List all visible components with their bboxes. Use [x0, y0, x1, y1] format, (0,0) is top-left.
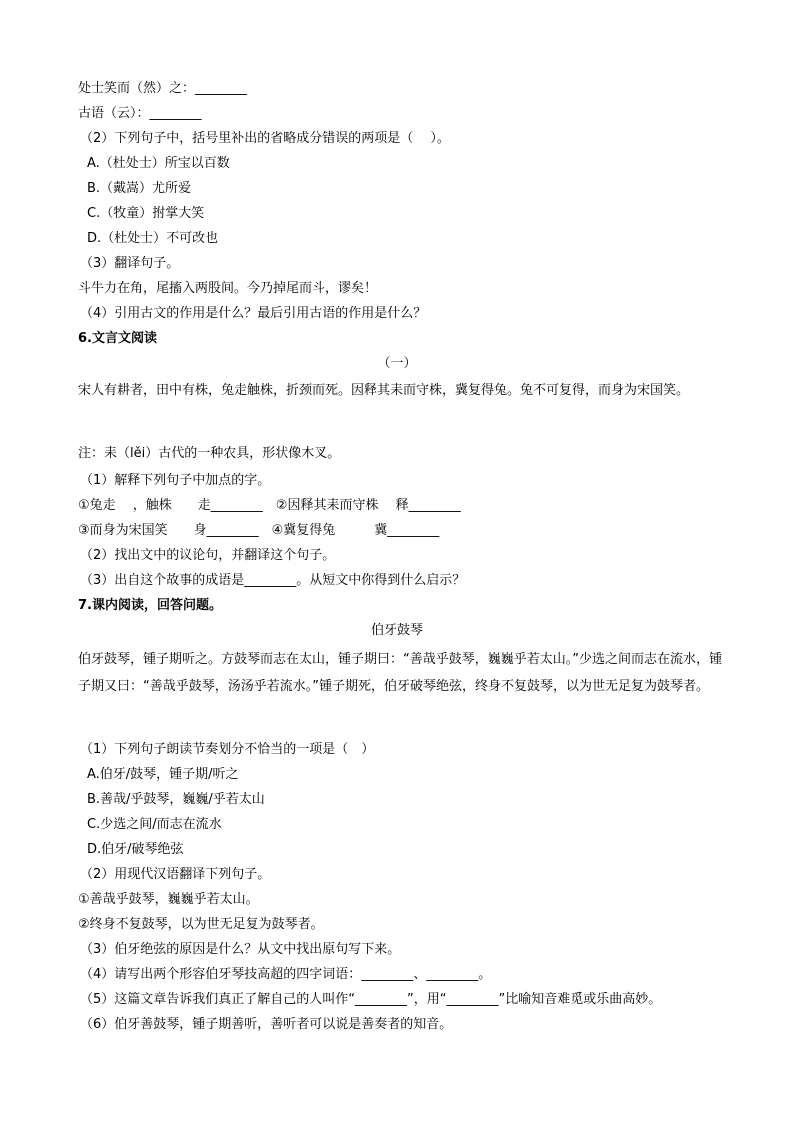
- q6-2: （2）找出文中的议论句，并翻译这个句子。: [80, 548, 336, 563]
- q7-1-option-a: A.伯牙/鼓琴，锺子期/听之: [87, 767, 239, 782]
- answer-line-ran: 处士笑而（然）之：________: [78, 81, 248, 96]
- section-6-heading: 6.文言文阅读: [78, 331, 157, 346]
- passage-boya-title: 伯牙鼓琴: [370, 623, 423, 638]
- passage-1-number: （一）: [377, 356, 417, 371]
- q6-3: （3）出自这个故事的成语是________。从短文中你得到什么启示？: [80, 573, 466, 588]
- q7-2-sentence-1: ①善哉乎鼓琴，巍巍乎若太山。: [78, 892, 259, 907]
- question-4: （4）引用古文的作用是什么？最后引用古语的作用是什么？: [80, 306, 427, 321]
- passage-boya: 伯牙鼓琴，锺子期听之。方鼓琴而志在太山，锺子期曰：“善哉乎鼓琴，巍巍乎若太山。”少选之间而志在流水，锺子期又曰：“善哉乎鼓琴，汤汤乎若流水。”锺子期死，伯牙破琴绝弦，终身不复鼓琴，以为世无足复为鼓琴者。: [78, 652, 722, 694]
- answer-line-yun: 古语（云）：________: [78, 106, 202, 121]
- question-2: （2）下列句子中，括号里补出的省略成分错误的两项是（ ）。: [80, 131, 450, 146]
- translate-sentence: 斗牛力在角，尾搐入两股间。今乃掉尾而斗，谬矣！: [78, 281, 378, 296]
- q7-1-option-b: B.善哉/乎鼓琴，巍巍/乎若太山: [87, 792, 265, 807]
- option-a: A.（杜处士）所宝以百数: [87, 156, 230, 171]
- q7-2: （2）用现代汉语翻译下列句子。: [80, 867, 271, 882]
- q6-1-prompt: （1）解释下列句子中加点的字。: [80, 473, 271, 488]
- q7-6: （6）伯牙善鼓琴，锺子期善听，善听者可以说是善奏者的知音。: [80, 1017, 453, 1032]
- q7-1-option-d: D.伯牙/破琴绝弦: [87, 842, 184, 857]
- q7-4: （4）请写出两个形容伯牙琴技高超的四字词语：________、________。: [80, 967, 492, 982]
- q6-1-items-b: ③而身为宋国笑 身________ ④冀复得兔 冀________: [78, 523, 440, 538]
- q7-5: （5）这篇文章告诉我们真正了解自己的人叫作“________”，用“________”比喻知音难觅或乐曲高妙。: [80, 992, 662, 1007]
- option-b: B.（戴嵩）尤所爱: [87, 181, 192, 196]
- q7-2-sentence-2: ②终身不复鼓琴，以为世无足复为鼓琴者。: [78, 917, 324, 932]
- question-3: （3）翻译句子。: [80, 256, 180, 271]
- q7-3: （3）伯牙绝弦的原因是什么？从文中找出原句写下来。: [80, 942, 401, 957]
- passage-shouzhudaitu: 宋人有耕者，田中有株，兔走触株，折颈而死。因释其耒而守株，冀复得兔。兔不可复得，而身为宋国笑。: [78, 383, 690, 398]
- q7-1: （1）下列句子朗读节奏划分不恰当的一项是（ ）: [80, 742, 375, 757]
- q7-1-option-c: C.少选之间/而志在流水: [87, 817, 222, 832]
- section-7-heading: 7.课内阅读，回答问题。: [78, 598, 222, 613]
- annotation-lei: 注：耒（lěi）古代的一种农具，形状像木叉。: [78, 446, 341, 461]
- option-d: D.（杜处士）不可改也: [87, 231, 219, 246]
- q6-1-items-a: ①兔走 ，触株 走________ ②因释其耒而守株 释________: [78, 498, 461, 513]
- option-c: C.（牧童）拊掌大笑: [87, 206, 205, 221]
